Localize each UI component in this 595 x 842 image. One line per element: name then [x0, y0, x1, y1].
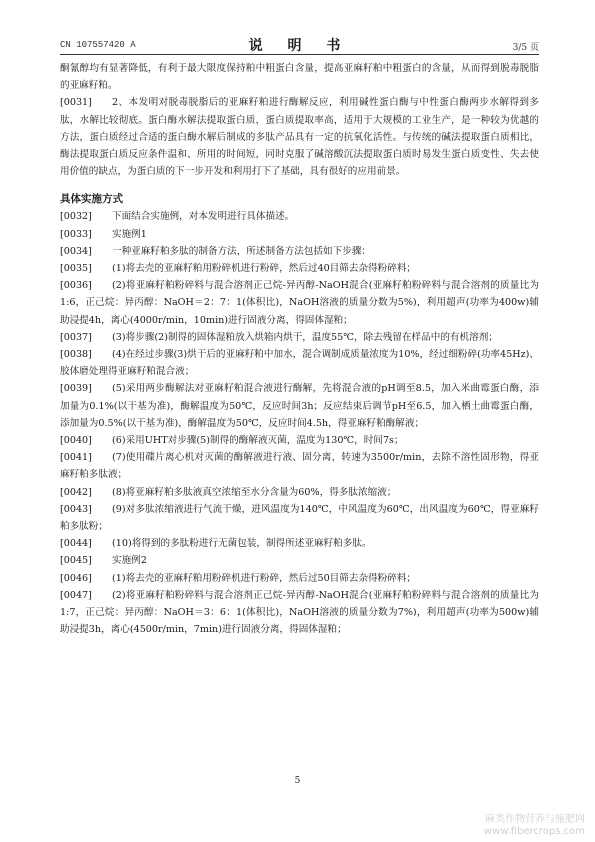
paragraph-0045 [60, 552, 539, 569]
paragraph-tag: [0034] [60, 245, 92, 257]
paragraph-0036 [60, 277, 539, 329]
paragraph-tag: [0038] [60, 349, 92, 361]
paragraph-text: (6)采用UHT对步骤(5)制得的酶解液灭菌，温度为130℃，时间7s； [112, 435, 404, 447]
document-body [60, 60, 539, 639]
site-watermark [484, 814, 585, 838]
paragraph-continuation: 酮氰醇均有显著降低，有利于最大限度保持粕中粗蛋白含量，提高亚麻籽粕中粗蛋白的含量，从而得到脱毒脱脂的亚麻籽粕。 [60, 63, 539, 92]
paragraph-text: 实施例2 [112, 555, 147, 567]
paragraph-0043 [60, 501, 539, 535]
paragraph-tag: [0041] [60, 452, 92, 464]
paragraph-0035 [60, 260, 539, 277]
paragraph-tag: [0039] [60, 383, 92, 395]
watermark-title: 麻类作物营养与施肥网 [485, 814, 585, 825]
paragraph-tag: [0037] [60, 331, 92, 343]
paragraph-0031 [60, 94, 539, 180]
paragraph-tag: [0046] [60, 572, 92, 584]
page-indicator: 3/5 页 [512, 43, 539, 53]
paragraph-text: 实施例1 [112, 228, 147, 240]
paragraph-text: (3)将步骤(2)制得的固体湿粕放入烘箱内烘干，温度55℃，除去残留在样品中的有机溶剂； [112, 331, 498, 343]
document-title: 说 明 书 [248, 38, 351, 54]
paragraph-tag: [0047] [60, 589, 92, 601]
paragraph-0034 [60, 243, 539, 260]
paragraph-text: (5)采用两步酶解法对亚麻籽粕混合液进行酶解，先将混合液的pH调至8.5，加入米曲霉蛋白酶，添加量为0.1%(以干基为准)，酶解温度为50℃，反应时间3h；反应结束后调节pH至6.5，加入栖土曲霉蛋白酶，添加量为0.5%(以干基为准)，酶解温度为50℃，反应时间4.5h，得亚麻籽粕酶解液； [60, 383, 539, 429]
paragraph-text: (8)将亚麻籽粕多肽液真空浓缩至水分含量为60%，得多肽浓缩液； [112, 486, 397, 498]
paragraph-tag: [0035] [60, 263, 92, 275]
paragraph-0042 [60, 484, 539, 501]
paragraph-text: 下面结合实施例，对本发明进行具体描述。 [112, 211, 295, 223]
paragraph-tag: [0043] [60, 503, 92, 515]
paragraph-0041 [60, 449, 539, 483]
paragraph-0044 [60, 535, 539, 552]
paragraph-text: (4)在经过步骤(3)烘干后的亚麻籽粕中加水，混合调制成质量浓度为10%，经过细粉碎(功率45Hz)、胶体磨处理得亚麻籽粕混合液； [60, 349, 539, 378]
paragraph-tag: [0045] [60, 555, 92, 567]
paragraph-tag: [0044] [60, 538, 92, 550]
header-divider [60, 54, 539, 55]
paragraph-0039 [60, 380, 539, 432]
paragraph-tag: [0042] [60, 486, 92, 498]
paragraph-tag: [0032] [60, 211, 92, 223]
page-header [60, 38, 539, 52]
paragraph-0040 [60, 432, 539, 449]
paragraph-text: (2)将亚麻籽粕粉碎料与混合溶剂正己烷-异丙醇-NaOH混合(亚麻籽粕粉碎料与混合溶剂的质量比为1:7，正己烷：异丙醇：NaOH＝3：6：1(体积比)，NaOH溶液的质量分数为7%)，利用超声(功率为500w)辅助浸提3h，离心(4500r/min，7min)进行固液分离，得固体湿粕； [60, 589, 539, 636]
paragraph-text: (1)将去壳的亚麻籽粕用粉碎机进行粉碎，然后过50目筛去杂得粉碎料； [112, 572, 417, 584]
paragraph-0038 [60, 346, 539, 380]
paragraph-tag: [0033] [60, 228, 92, 240]
paragraph-tag: [0036] [60, 280, 92, 292]
paragraph-text: 2、本发明对脱毒脱脂后的亚麻籽粕进行酶解反应，利用碱性蛋白酶与中性蛋白酶两步水解得到多肽，水解比较彻底。蛋白酶水解法提取蛋白质，蛋白质提取率高，适用于大规模的工业生产，是一种较为优越的方法，蛋白质经过合适的蛋白酶水解后制成的多肽产品具有一定的抗氧化活性。与传统的碱法提取蛋白质相比，酶法提取蛋白质反应条件温和、所用的时间短，同时克服了碱溶酸沉法提取蛋白质时易发生蛋白质变性、失去使用价值的缺点，为蛋白质的下一步开发和利用打下了基础，具有很好的应用前景。 [60, 97, 539, 178]
paragraph-tag: [0040] [60, 435, 92, 447]
paragraph-0046 [60, 570, 539, 587]
paragraph-0047 [60, 587, 539, 639]
paragraph-text: (9)对多肽浓缩液进行气流干燥，进风温度为140℃，中风温度为60℃，出风温度为60℃，得亚麻籽粕多肽粉； [60, 503, 539, 533]
paragraph-text: (2)将亚麻籽粕粉碎料与混合溶剂正己烷-异丙醇-NaOH混合(亚麻籽粕粉碎料与混合溶剂的质量比为1:6，正己烷：异丙醇：NaOH＝2：7：1(体积比)，NaOH溶液的质量分数为5%)，利用超声(功率为400w)辅助浸提4h，离心(4000r/min，10min)进行固液分离，得固体湿粕； [60, 280, 539, 326]
paragraph-0033 [60, 226, 539, 243]
patent-number: CN 107557420 A [60, 40, 136, 50]
section-heading: 具体实施方式 [60, 193, 123, 206]
paragraph-tag: [0031] [60, 97, 92, 109]
watermark-url: www.fibercrops.com [483, 826, 585, 837]
page-number: 5 [294, 776, 301, 786]
paragraph-text: (10)将得到的多肽粉进行无菌包装，制得所述亚麻籽粕多肽。 [112, 538, 372, 550]
paragraph-0037 [60, 329, 539, 346]
paragraph-text: (1)将去壳的亚麻籽粕用粉碎机进行粉碎，然后过40目筛去杂得粉碎料； [112, 263, 417, 275]
paragraph-text: 一种亚麻籽粕多肽的制备方法，所述制备方法包括如下步骤： [112, 245, 372, 257]
paragraph-text: (7)使用碟片离心机对灭菌的酶解液进行液、固分离，转速为3500r/min，去除不溶性固形物，得亚麻籽粕多肽液； [60, 452, 539, 481]
paragraph-0032 [60, 208, 539, 225]
